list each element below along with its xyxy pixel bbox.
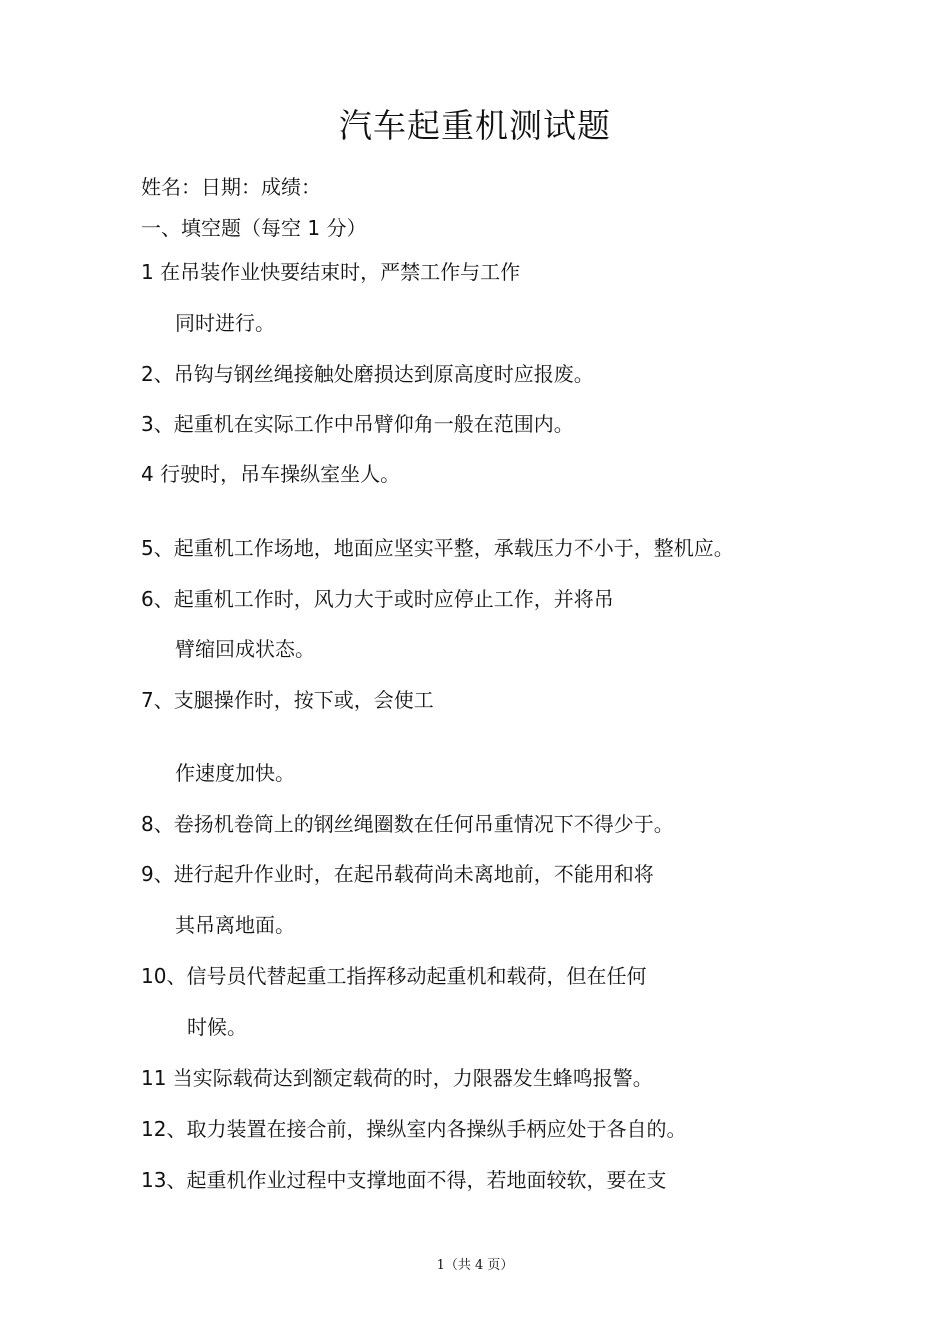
question-line: 臂缩回成状态。 xyxy=(175,637,315,661)
question-line: 时候。 xyxy=(187,1015,247,1039)
section-heading: 一、填空题（每空 1 分） xyxy=(141,216,367,240)
question-line: 2、吊钩与钢丝绳接触处磨损达到原高度时应报废。 xyxy=(141,362,594,386)
question-line: 12、取力装置在接合前，操纵室内各操纵手柄应处于各自的。 xyxy=(141,1117,687,1141)
question-line: 4 行驶时，吊车操纵室坐人。 xyxy=(141,462,401,486)
question-line: 6、起重机工作时，风力大于或时应停止工作，并将吊 xyxy=(141,587,614,611)
question-line: 作速度加快。 xyxy=(175,761,295,785)
question-line: 11 当实际载荷达到额定载荷的时，力限器发生蜂鸣报警。 xyxy=(141,1066,653,1090)
question-line: 7、支腿操作时，按下或，会使工 xyxy=(141,688,434,712)
header-info: 姓名：日期：成绩： xyxy=(141,175,321,199)
page-footer: 1（共 4 页） xyxy=(436,1258,514,1273)
question-line: 9、进行起升作业时，在起吊载荷尚未离地前，不能用和将 xyxy=(141,862,654,886)
question-line: 其吊离地面。 xyxy=(175,913,295,937)
question-line: 13、起重机作业过程中支撑地面不得，若地面较软，要在支 xyxy=(141,1168,667,1192)
question-line: 3、起重机在实际工作中吊臂仰角一般在范围内。 xyxy=(141,412,574,436)
question-line: 1 在吊装作业快要结束时，严禁工作与工作 xyxy=(141,260,521,284)
question-line: 同时进行。 xyxy=(175,311,275,335)
question-line: 5、起重机工作场地，地面应坚实平整，承载压力不小于，整机应。 xyxy=(141,536,734,560)
document-title: 汽车起重机测试题 xyxy=(339,106,611,145)
question-line: 10、信号员代替起重工指挥移动起重机和载荷，但在任何 xyxy=(141,964,647,988)
question-line: 8、卷扬机卷筒上的钢丝绳圈数在任何吊重情况下不得少于。 xyxy=(141,812,674,836)
